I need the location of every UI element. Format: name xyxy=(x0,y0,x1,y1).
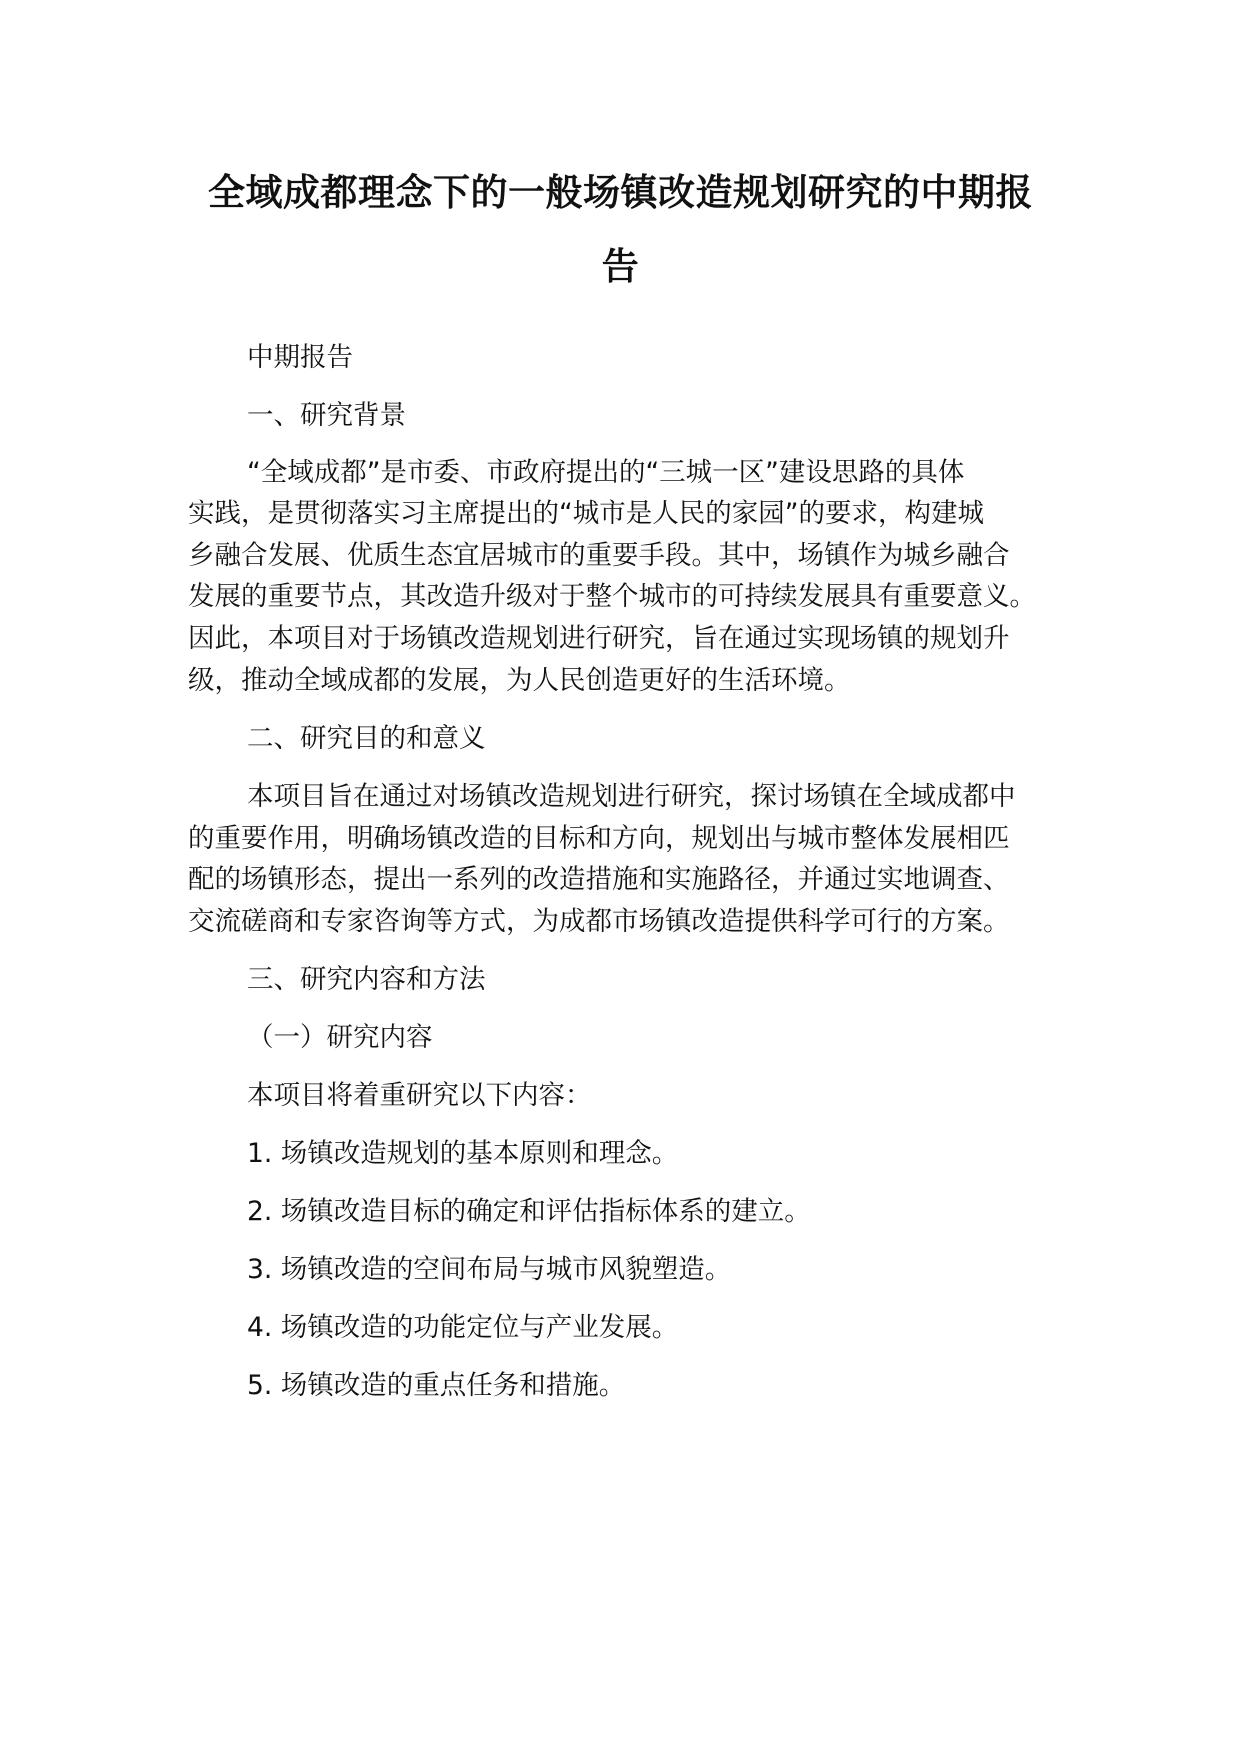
section1-paragraph-line: 实践，是贯彻落实习主席提出的“城市是人民的家园”的要求，构建城 xyxy=(188,498,984,529)
section1-paragraph-line: 发展的重要节点，其改造升级对于整个城市的可持续发展具有重要意义。 xyxy=(188,581,1036,612)
section1-paragraph-line: “全域成都”是市委、市政府提出的“三城一区”建设思路的具体 xyxy=(247,457,965,488)
section2-paragraph-line: 本项目旨在通过对场镇改造规划进行研究，探讨场镇在全域成都中 xyxy=(247,781,1016,812)
section1-paragraph-line: 乡融合发展、优质生态宜居城市的重要手段。其中，场镇作为城乡融合 xyxy=(188,540,1010,571)
list-item: 3. 场镇改造的空间布局与城市风貌塑造。 xyxy=(247,1254,732,1285)
section3-subheading: （一）研究内容 xyxy=(247,1022,433,1053)
document-title-line-1: 全域成都理念下的一般场镇改造规划研究的中期报 xyxy=(208,171,1033,214)
document-title-line-2: 告 xyxy=(601,245,640,288)
section3-heading: 三、研究内容和方法 xyxy=(247,964,486,995)
list-item: 4. 场镇改造的功能定位与产业发展。 xyxy=(247,1312,679,1343)
section2-paragraph-line: 的重要作用，明确场镇改造的目标和方向，规划出与城市整体发展相匹 xyxy=(188,823,1010,854)
report-heading: 中期报告 xyxy=(247,342,353,373)
list-item: 2. 场镇改造目标的确定和评估指标体系的建立。 xyxy=(247,1196,811,1227)
section1-paragraph-line: 级，推动全域成都的发展，为人民创造更好的生活环境。 xyxy=(188,665,851,696)
section1-heading: 一、研究背景 xyxy=(247,400,406,431)
section3-intro: 本项目将着重研究以下内容： xyxy=(247,1080,592,1111)
section2-heading: 二、研究目的和意义 xyxy=(247,723,486,754)
list-item: 1. 场镇改造规划的基本原则和理念。 xyxy=(247,1138,679,1169)
section1-paragraph-line: 因此，本项目对于场镇改造规划进行研究，旨在通过实现场镇的规划升 xyxy=(188,623,1010,654)
section2-paragraph-line: 配的场镇形态，提出一系列的改造措施和实施路径，并通过实地调查、 xyxy=(188,864,1010,895)
list-item: 5. 场镇改造的重点任务和措施。 xyxy=(247,1370,626,1401)
section2-paragraph-line: 交流磋商和专家咨询等方式，为成都市场镇改造提供科学可行的方案。 xyxy=(188,906,1010,937)
